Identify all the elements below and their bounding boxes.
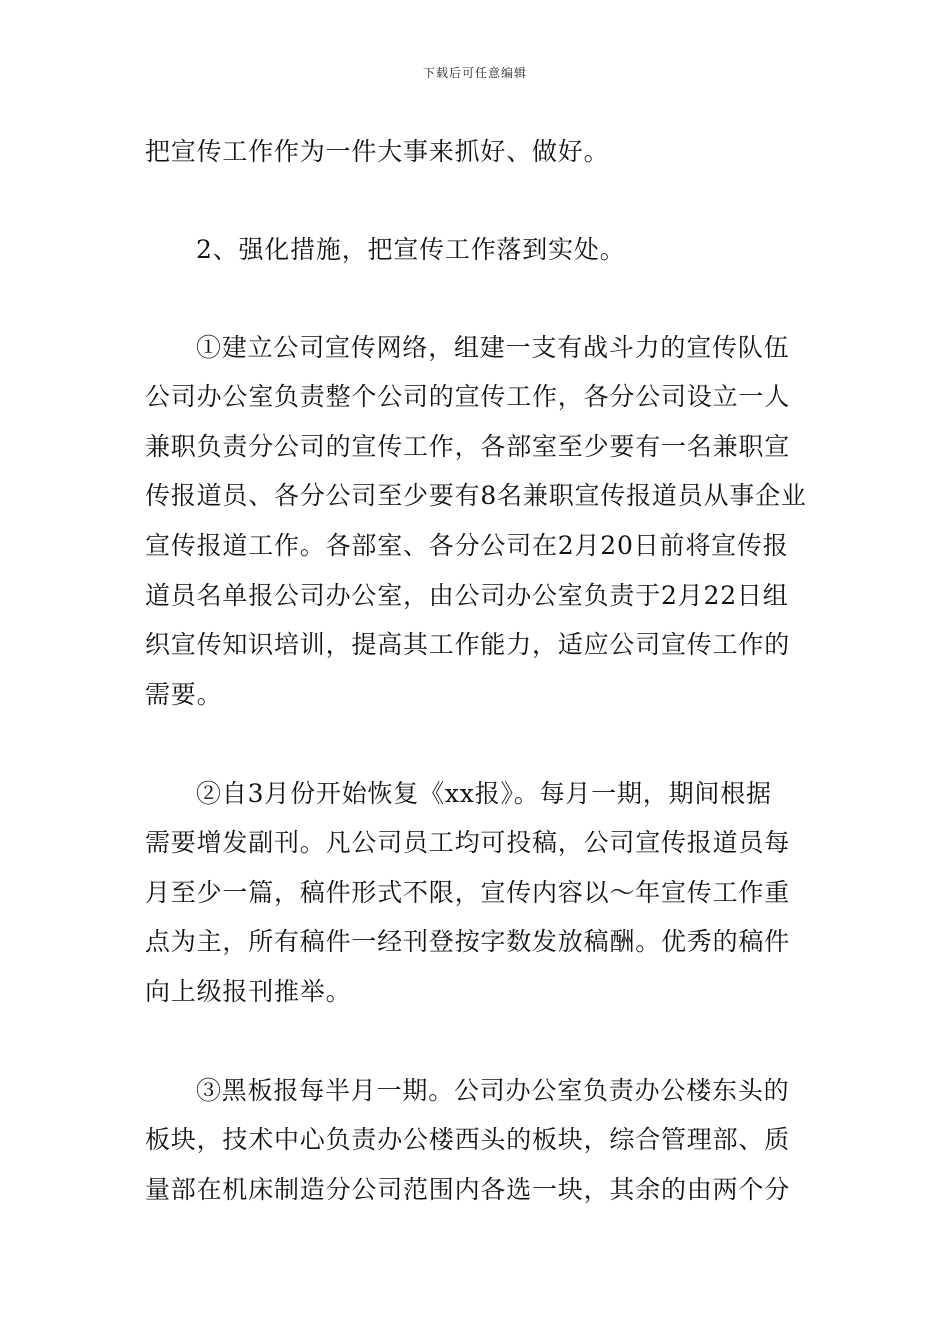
body-line: 宣传报道工作。各部室、各分公司在2月20日前将宣传报 (145, 531, 789, 560)
body-line: 需要。 (145, 680, 223, 709)
body-line: 传报道员、各分公司至少要有8名兼职宣传报道员从事企业 (145, 481, 807, 510)
paragraph-first-line: ②自3月份开始恢复《xx报》。每月一期，期间根据 (196, 779, 772, 808)
body-line: 向上级报刊推举。 (145, 977, 352, 1006)
paragraph-first-line: ①建立公司宣传网络，组建一支有战斗力的宣传队伍 (196, 333, 790, 362)
body-line: 量部在机床制造分公司范围内各选一块，其余的由两个分 (145, 1175, 791, 1204)
body-line: 织宣传知识培训，提高其工作能力，适应公司宣传工作的 (145, 630, 791, 659)
body-line: 公司办公室负责整个公司的宣传工作，各分公司设立一人 (145, 382, 791, 411)
body-line: 板块，技术中心负责办公楼西头的板块，综合管理部、质 (145, 1125, 791, 1154)
body-line: 需要增发副刊。凡公司员工均可投稿，公司宣传报道员每 (145, 828, 791, 857)
paragraph-first-line: ③黑板报每半月一期。公司办公室负责办公楼东头的 (196, 1076, 790, 1105)
body-line: 月至少一篇，稿件形式不限，宣传内容以～年宣传工作重 (145, 878, 791, 907)
body-line: 兼职负责分公司的宣传工作，各部室至少要有一名兼职宣 (145, 432, 791, 461)
body-line: 把宣传工作作为一件大事来抓好、做好。 (145, 137, 610, 166)
body-line: 点为主，所有稿件一经刊登按字数发放稿酬。优秀的稿件 (145, 927, 791, 956)
section-heading: 2、强化措施，把宣传工作落到实处。 (196, 235, 626, 264)
page-header: 下载后可任意编辑 (422, 66, 527, 80)
body-line: 道员名单报公司办公室，由公司办公室负责于2月22日组 (145, 581, 789, 610)
